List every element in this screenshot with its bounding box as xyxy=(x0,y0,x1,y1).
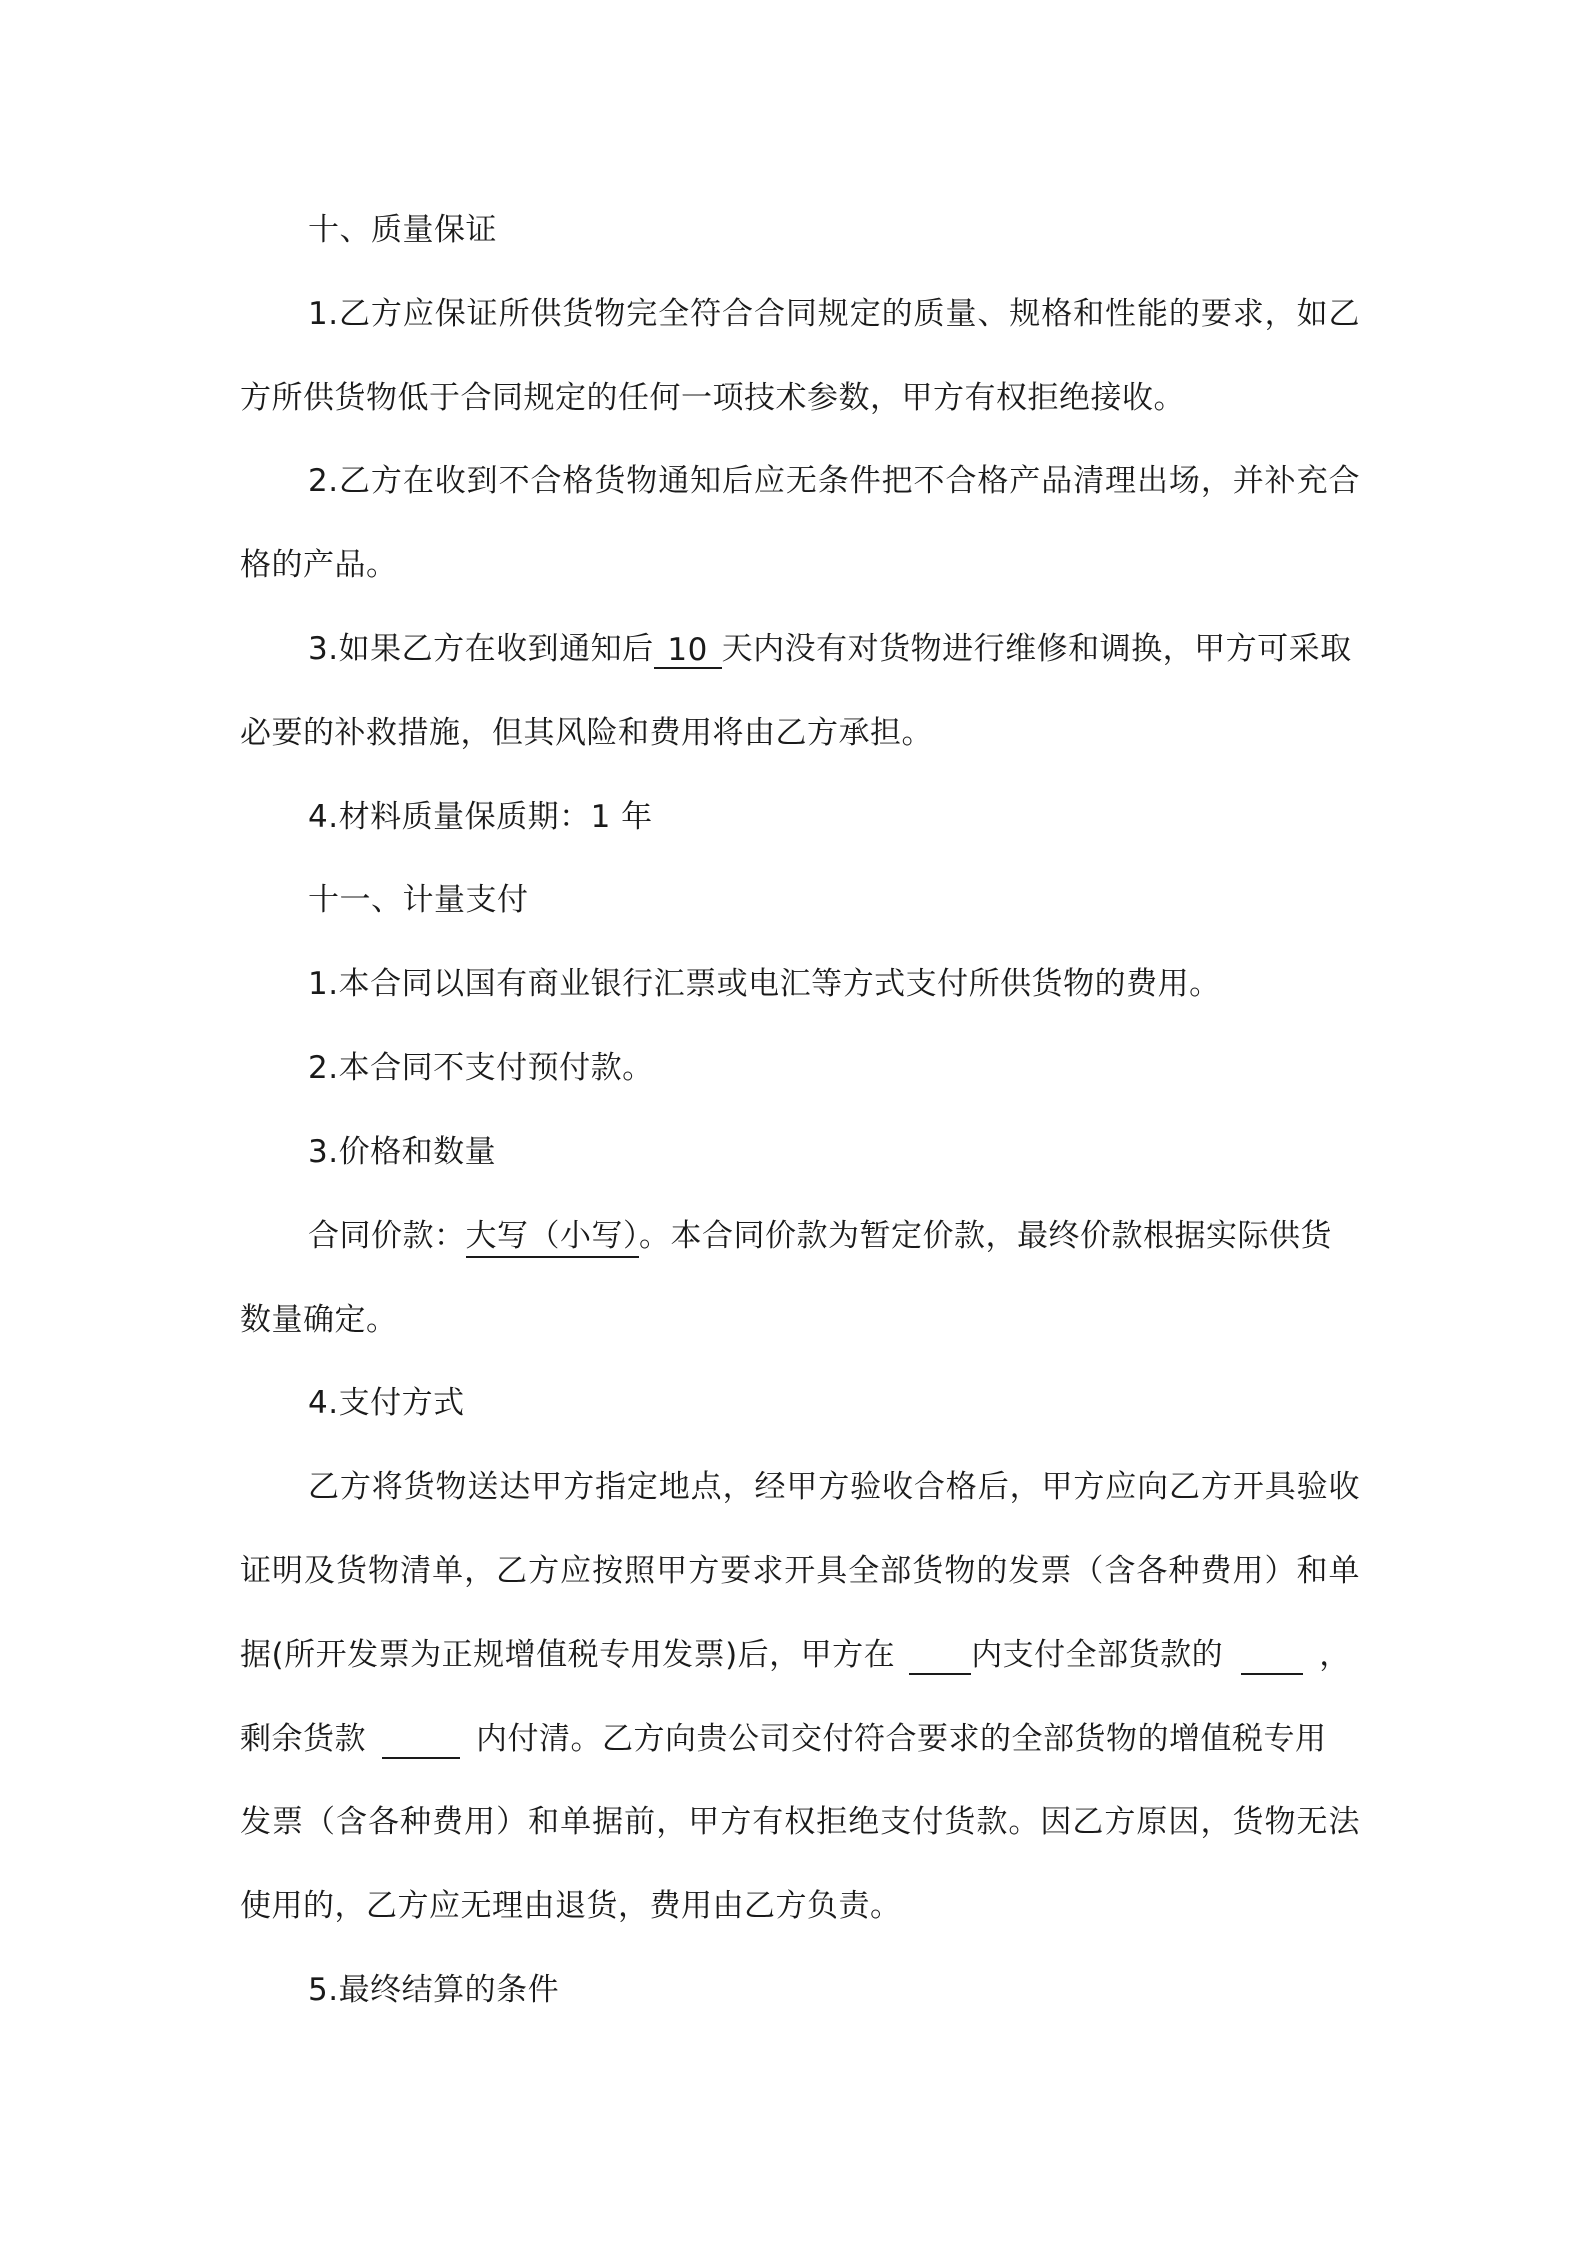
payment-line-3 xyxy=(240,1635,1360,1675)
payment-percent-fill-field xyxy=(1241,1639,1303,1675)
remaining-payment-fill-field xyxy=(382,1723,460,1759)
clause-11-1: 1.本合同以国有商业银行汇票或电汇等方式支付所供货物的费用。 xyxy=(308,966,1221,1002)
clause-11-5: 5.最终结算的条件 xyxy=(308,1972,560,2008)
clause-10-3-line-1 xyxy=(308,629,1360,669)
clause-10-3-prefix: 3.如果乙方在收到通知后 xyxy=(308,631,654,667)
clause-10-1-line-1: 1.乙方应保证所供货物完全符合合同规定的质量、规格和性能的要求，如乙 xyxy=(308,296,1360,332)
clause-10-4: 4.材料质量保质期：1 年 xyxy=(308,799,653,835)
contract-price-line-2: 数量确定。 xyxy=(240,1302,398,1338)
clause-11-3: 3.价格和数量 xyxy=(308,1134,497,1170)
payment-line-2: 证明及货物清单，乙方应按照甲方要求开具全部货物的发票（含各种费用）和单 xyxy=(240,1553,1360,1589)
clause-10-3-line-2: 必要的补救措施，但其风险和费用将由乙方承担。 xyxy=(240,715,933,751)
payment-line-5: 发票（含各种费用）和单据前，甲方有权拒绝支付货款。因乙方原因，货物无法 xyxy=(240,1804,1360,1840)
clause-11-4: 4.支付方式 xyxy=(308,1385,465,1421)
payment-line-1: 乙方将货物送达甲方指定地点，经甲方验收合格后，甲方应向乙方开具验收 xyxy=(308,1469,1360,1505)
contract-price-amount: 大写（小写） xyxy=(466,1218,640,1258)
payment-line-3-part-2: 内支付全部货款的 xyxy=(971,1637,1224,1673)
clause-10-2-line-1: 2.乙方在收到不合格货物通知后应无条件把不合格产品清理出场，并补充合 xyxy=(308,463,1360,499)
payment-line-4-part-2: 内付清。乙方向贵公司交付符合要求的全部货物的增值税专用 xyxy=(476,1721,1327,1757)
contract-price-label: 合同价款： xyxy=(308,1218,466,1254)
clause-11-2: 2.本合同不支付预付款。 xyxy=(308,1050,654,1086)
payment-line-3-part-1: 据(所开发票为正规增值税专用发票)后，甲方在 xyxy=(240,1637,896,1673)
days-fill-field: 10 xyxy=(654,633,722,669)
section-10-heading: 十、质量保证 xyxy=(308,212,497,248)
clause-10-3-suffix: 天内没有对货物进行维修和调换，甲方可采取 xyxy=(721,631,1352,667)
payment-period-fill-field xyxy=(909,1639,971,1675)
payment-line-4-part-1: 剩余货款 xyxy=(240,1721,366,1757)
section-11-heading: 十一、计量支付 xyxy=(308,882,529,918)
clause-10-1-line-2: 方所供货物低于合同规定的任何一项技术参数，甲方有权拒绝接收。 xyxy=(240,380,1185,416)
payment-line-6: 使用的，乙方应无理由退货，费用由乙方负责。 xyxy=(240,1888,902,1924)
contract-price-note: 。本合同价款为暂定价款，最终价款根据实际供货 xyxy=(639,1218,1332,1254)
contract-price-line-1 xyxy=(308,1216,1360,1256)
payment-line-3-comma: ， xyxy=(1319,1637,1351,1673)
clause-10-2-line-2: 格的产品。 xyxy=(240,547,398,583)
payment-line-4 xyxy=(240,1719,1360,1759)
